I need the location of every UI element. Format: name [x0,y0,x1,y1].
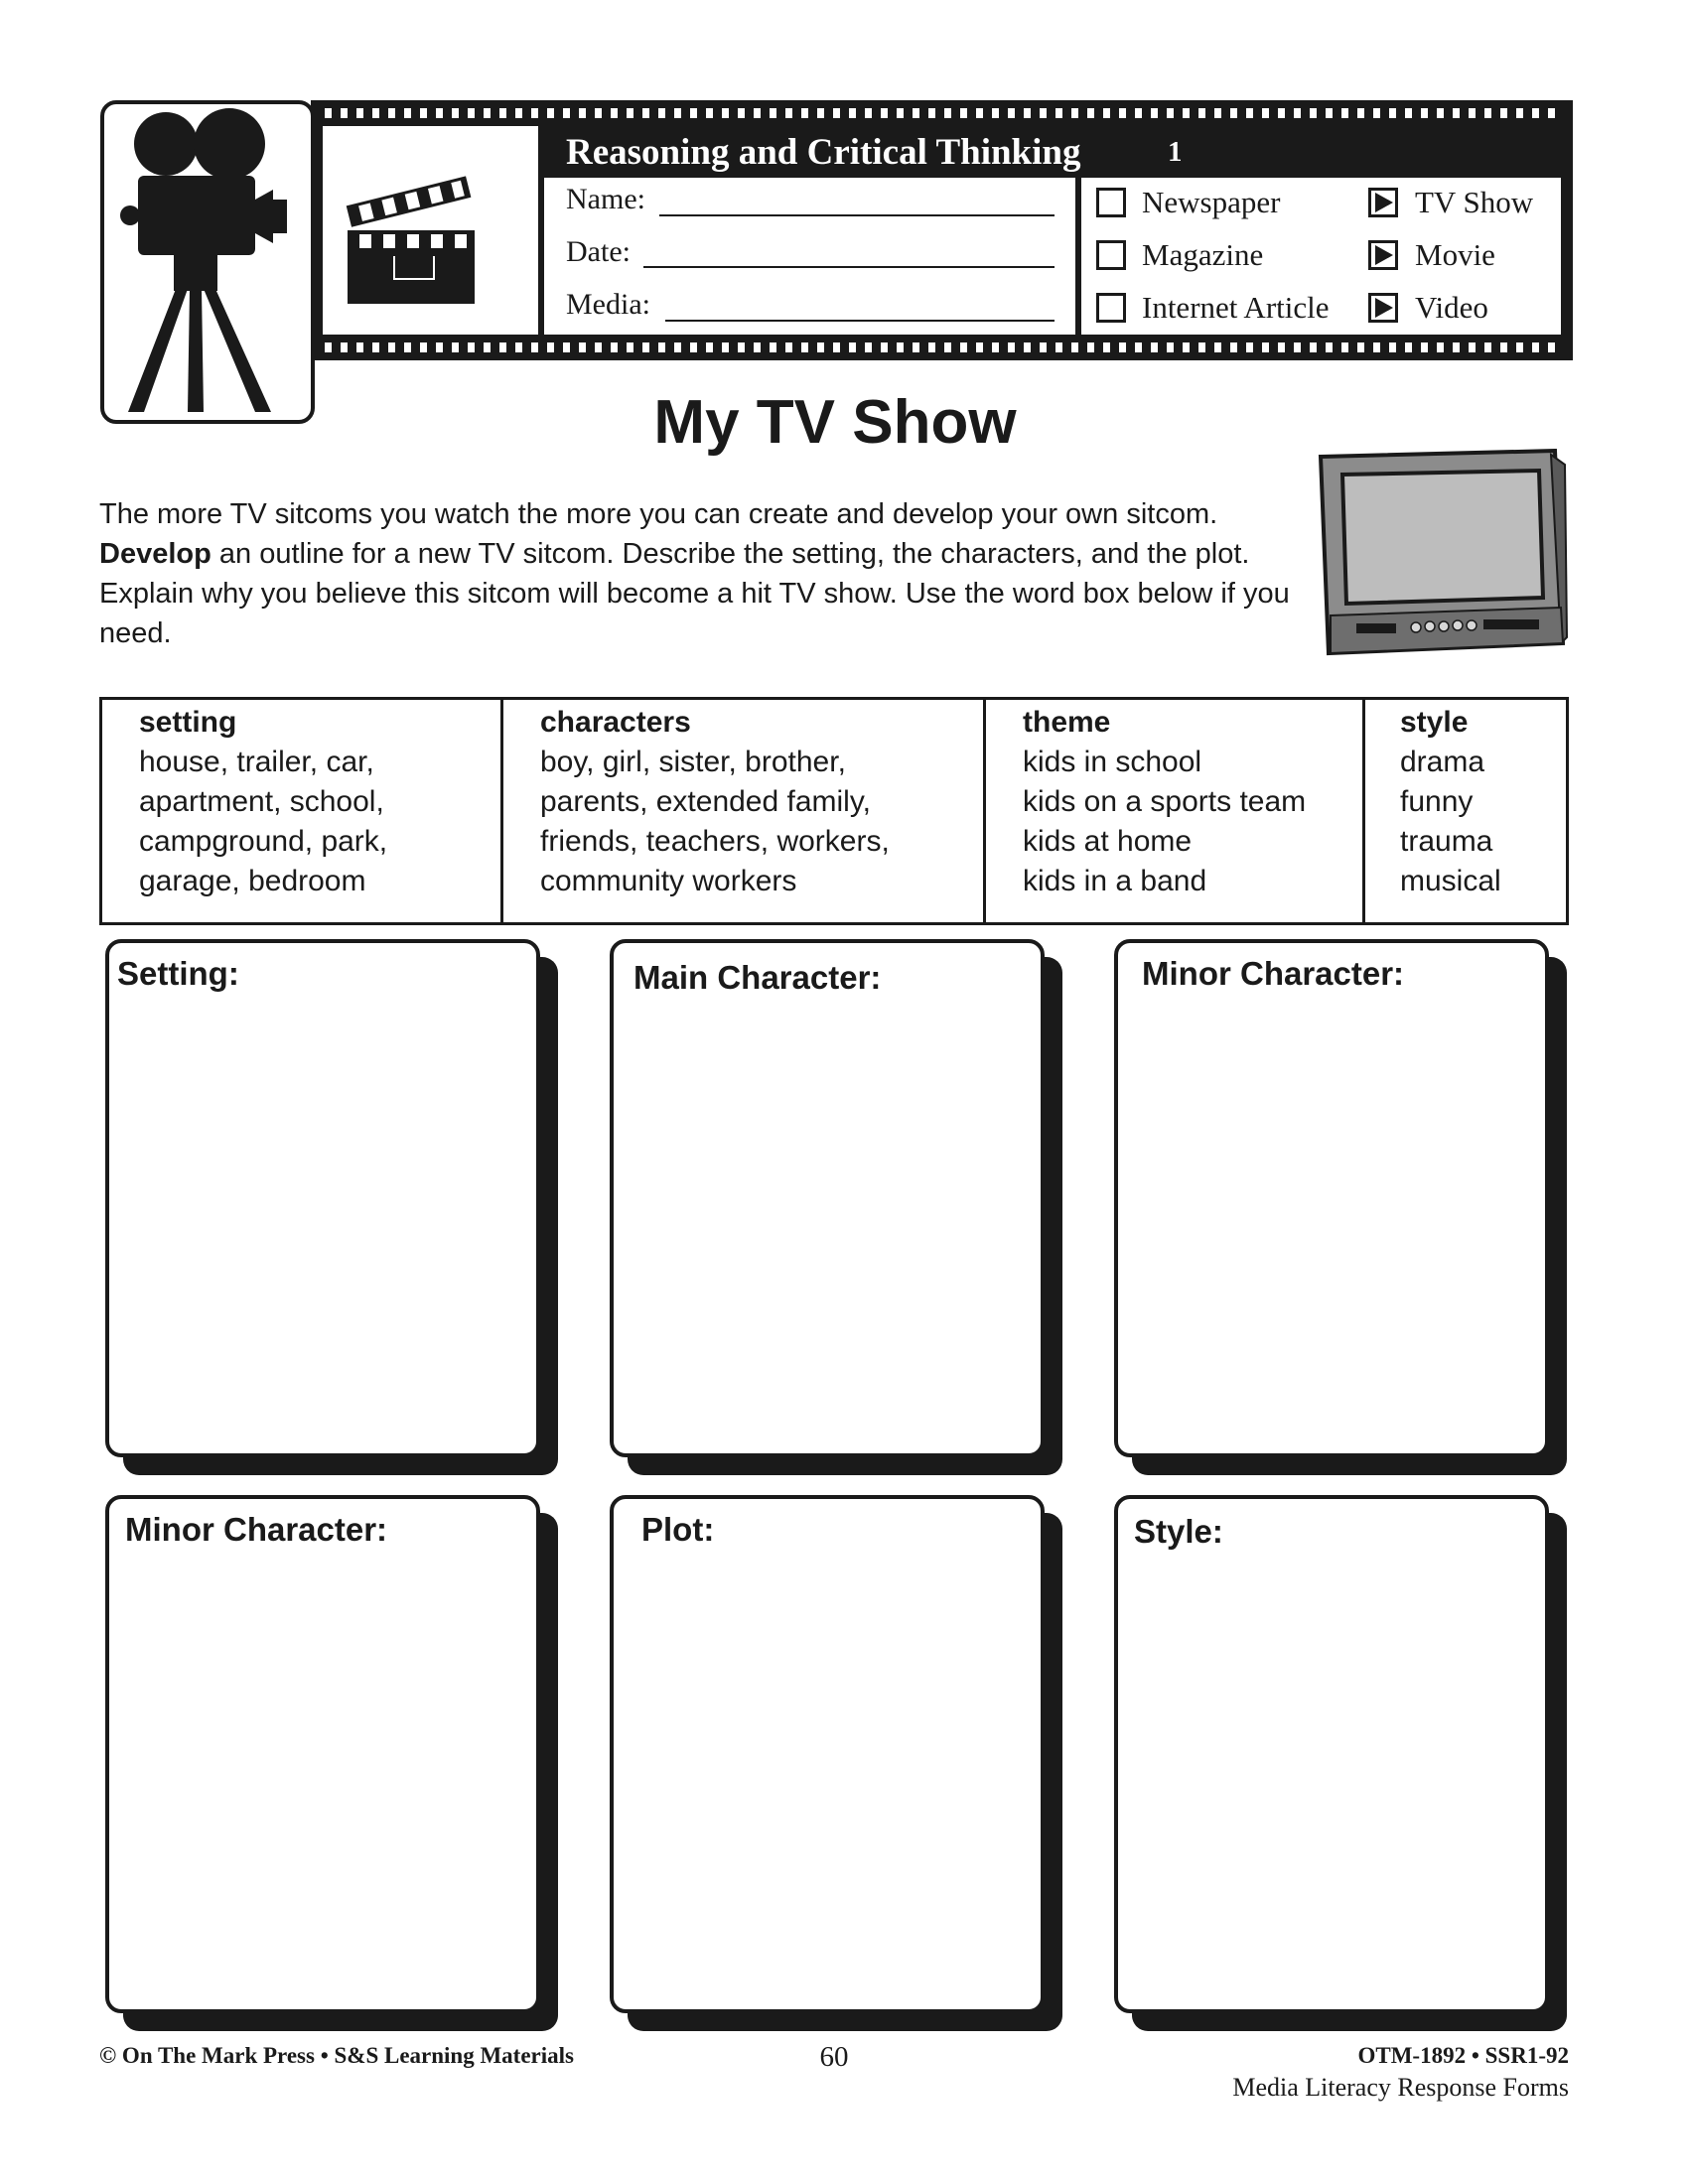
footer-product-code: OTM-1892 • SSR1-92 [1357,2043,1569,2068]
word-column-line: apartment, school, [139,785,384,818]
magazine-label: Magazine [1142,237,1264,272]
minor-character-2-answer-label: Minor Character: [125,1511,388,1548]
movie-arrow-checkbox[interactable] [1368,240,1398,270]
footer-page-number: 60 [819,2041,849,2073]
style-answer-box[interactable] [1114,1495,1549,2013]
internet-article-label: Internet Article [1142,290,1330,325]
media-label: Media: [566,288,650,321]
video-arrow-checkbox[interactable] [1368,293,1398,323]
newspaper-label: Newspaper [1142,185,1281,219]
word-column-line: boy, girl, sister, brother, [540,746,846,778]
main-character-answer-label: Main Character: [633,959,882,996]
minor-character-answer-box[interactable] [1114,939,1549,1457]
setting-answer-label: Setting: [117,955,239,992]
television-icon [1317,449,1569,665]
word-column-theme [1023,697,1306,925]
word-box-divider [500,697,503,925]
word-column-heading: style [1400,706,1469,739]
footer-series-name: Media Literacy Response Forms [1232,2073,1569,2102]
minor-character-answer-label: Minor Character: [1142,955,1405,992]
word-column-line: kids at home [1023,825,1193,858]
instructions-paragraph [99,494,1311,653]
magazine-checkbox[interactable] [1096,240,1126,270]
word-column-characters [540,697,890,925]
header-title-number: 1 [1168,136,1183,168]
word-column-style [1400,697,1501,925]
page-title: My TV Show [653,388,1017,457]
date-field[interactable] [643,266,1055,268]
movie-camera-icon [104,104,311,420]
word-column-line: community workers [540,865,797,897]
word-column-line: parents, extended family, [540,785,871,818]
minor-character-2-answer-box[interactable] [105,1495,540,2013]
plot-answer-label: Plot: [641,1511,715,1548]
tv-show-label: TV Show [1415,185,1534,219]
camera-panel [100,100,315,424]
word-column-heading: setting [139,706,237,739]
date-label: Date: [566,235,631,268]
tv-show-arrow-checkbox[interactable] [1368,188,1398,217]
instructions-text: The more TV sitcoms you watch the more you can create and develop your own sitcom. [99,498,1218,530]
name-field[interactable] [659,214,1055,216]
word-column-line: drama [1400,746,1485,778]
main-character-answer-box[interactable] [610,939,1045,1457]
newspaper-checkbox[interactable] [1096,188,1126,217]
word-column-line: trauma [1400,825,1493,858]
word-column-line: kids in school [1023,746,1202,778]
word-box-divider [983,697,986,925]
instructions-bold-word: Develop [99,538,211,570]
film-strip-top [311,100,1573,126]
internet-article-checkbox[interactable] [1096,293,1126,323]
word-box-divider [1362,697,1365,925]
instructions-text: an outline for a new TV sitcom. Describe the setting, the characters, and the plot. Explain why you believe this sitcom will become a hit TV show. Use the word box below if you need. [99,538,1290,649]
word-column-line: funny [1400,785,1474,818]
word-column-heading: characters [540,706,691,739]
word-column-line: garage, bedroom [139,865,366,897]
film-frame-divider [1075,178,1081,335]
film-strip-left-edge [311,100,323,360]
header-title: Reasoning and Critical Thinking [566,132,1081,173]
word-column-line: kids on a sports team [1023,785,1307,818]
setting-answer-box[interactable] [105,939,540,1457]
media-field[interactable] [665,320,1055,322]
clapperboard-icon [344,157,483,306]
word-column-line: campground, park, [139,825,388,858]
word-column-line: kids in a band [1023,865,1207,897]
name-label: Name: [566,183,645,215]
movie-label: Movie [1415,237,1495,272]
word-column-line: house, trailer, car, [139,746,374,778]
video-label: Video [1415,290,1488,325]
footer-publisher: © On The Mark Press • S&S Learning Materials [99,2043,574,2068]
plot-answer-box[interactable] [610,1495,1045,2013]
word-column-line: musical [1400,865,1501,897]
style-answer-label: Style: [1134,1513,1223,1550]
word-column-line: friends, teachers, workers, [540,825,890,858]
word-column-heading: theme [1023,706,1111,739]
film-strip-bottom [311,335,1573,360]
word-column-setting [139,697,387,925]
